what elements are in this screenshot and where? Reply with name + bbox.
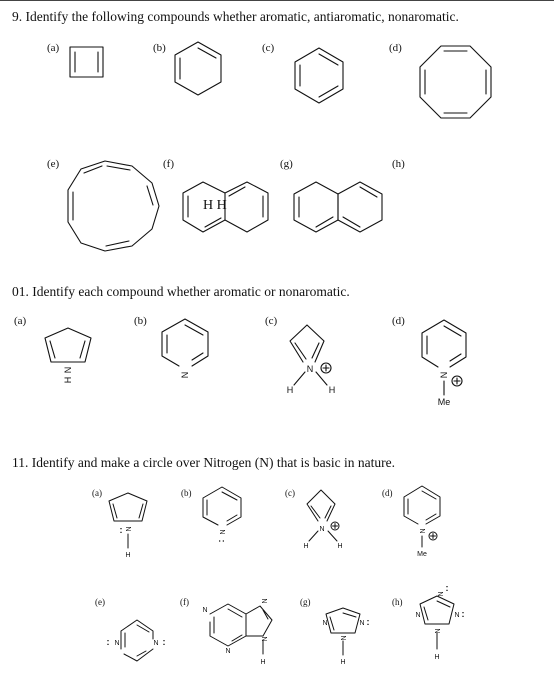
q11d-methylpyridinium: [404, 486, 440, 547]
q10d-nitrogen: N: [439, 371, 449, 379]
q11h-nitrogen-left: N: [415, 612, 421, 619]
q10c-pyrrolium: [290, 325, 331, 385]
q9c-benzene: [295, 48, 343, 103]
q11g-lone-pair: :: [366, 617, 370, 627]
question-11-title: 11. Identify and make a circle over Nitrogen (N) that is basic in nature.: [12, 455, 395, 470]
q11e-lone-pair-left: :: [106, 637, 110, 647]
q11c-pyrrolium: [307, 490, 339, 541]
q11-label-f: (f): [180, 597, 189, 607]
q10b-pyridine: [162, 319, 208, 366]
q9g-naphthalene: [294, 182, 382, 232]
q10d-methyl: Me: [437, 397, 451, 407]
q11-label-g: (g): [300, 597, 311, 607]
q10a-pyrrole: [45, 328, 91, 362]
q11-label-e: (e): [95, 597, 105, 607]
q10-label-a: (a): [14, 315, 27, 327]
q11e-pyrimidine: [117, 617, 157, 664]
q11h-nitrogen-top: N: [438, 591, 445, 597]
q11-label-d: (d): [382, 488, 393, 498]
q11d-nitrogen: N: [420, 528, 427, 534]
q11f-nitrogen-7: N: [262, 598, 269, 604]
q10c-nitrogen: N: [306, 364, 314, 374]
q9f-hh-label: H H: [203, 198, 227, 213]
q9d-cyclooctatetraene: [420, 46, 491, 118]
q11f-hydrogen: H: [260, 659, 266, 666]
q10d-methylpyridinium: [422, 320, 466, 395]
q11b-pyridine: [203, 487, 241, 525]
q10-label-b: (b): [134, 315, 147, 327]
q9-label-c: (c): [262, 42, 275, 54]
q11c-nitrogen: N: [319, 526, 325, 533]
q11g-nitrogen-bottom: N: [341, 635, 348, 641]
q10c-hydrogen-right: H: [328, 385, 336, 395]
q9a-cyclobutadiene: [70, 47, 103, 77]
q11f-purine: [210, 604, 272, 654]
q11h-triazole: [420, 596, 454, 649]
q9-label-e: (e): [47, 158, 60, 170]
q11g-nitrogen-right: N: [359, 620, 365, 627]
q11-label-h: (h): [392, 597, 403, 607]
q11b-lone-pair: :: [217, 539, 227, 543]
q10c-hydrogen-left: H: [286, 385, 294, 395]
q11b-nitrogen: N: [220, 529, 227, 535]
q11f-nitrogen-9: N: [262, 636, 269, 642]
q11e-lone-pair-right: :: [162, 637, 166, 647]
q11-label-c: (c): [285, 488, 295, 498]
q11a-hydrogen: H: [125, 552, 131, 559]
q9-label-d: (d): [389, 42, 402, 54]
q11a-lone-pair: :: [119, 525, 123, 535]
q11a-pyrrole: [109, 493, 147, 548]
q11h-nitrogen-right: N: [454, 612, 460, 619]
q11-label-b: (b): [181, 488, 192, 498]
q9-label-f: (f): [163, 158, 174, 170]
q10a-hydrogen: H: [63, 376, 73, 384]
q11d-methyl: Me: [417, 551, 427, 558]
q10-label-c: (c): [265, 315, 278, 327]
q11h-lone-pair-top: :: [445, 583, 449, 593]
q11h-hydrogen: H: [434, 654, 440, 661]
q10-label-d: (d): [392, 315, 405, 327]
q10a-nitrogen: N: [63, 366, 73, 374]
q11g-nitrogen-left: N: [322, 620, 328, 627]
q11g-hydrogen: H: [340, 659, 346, 666]
q11h-lone-pair-right: :: [461, 609, 465, 619]
q11c-hydrogen-left: H: [303, 543, 309, 550]
q9-label-h: (h): [392, 158, 405, 170]
q9e-cyclodecapentaene: [68, 161, 159, 251]
q11f-nitrogen-3: N: [225, 648, 231, 655]
q11a-nitrogen: N: [126, 526, 133, 532]
q11h-nitrogen-bottom: N: [435, 628, 442, 634]
q11e-nitrogen-right: N: [153, 640, 159, 647]
q9b-cyclohexadiene: [175, 42, 221, 95]
q11e-nitrogen-left: N: [114, 640, 120, 647]
q11g-pyrazole: [326, 608, 360, 655]
q11-label-a: (a): [92, 488, 102, 498]
q9-label-b: (b): [153, 42, 166, 54]
q9-label-g: (g): [280, 158, 293, 170]
question-10-title: 01. Identify each compound whether aromatic or nonaromatic.: [12, 284, 350, 299]
q9-label-a: (a): [47, 42, 60, 54]
q11c-hydrogen-right: H: [337, 543, 343, 550]
q10b-nitrogen: N: [180, 371, 190, 379]
question-9-title: 9. Identify the following compounds whether aromatic, antiaromatic, nonaromatic.: [12, 9, 459, 24]
q11f-nitrogen-1: N: [202, 607, 208, 614]
